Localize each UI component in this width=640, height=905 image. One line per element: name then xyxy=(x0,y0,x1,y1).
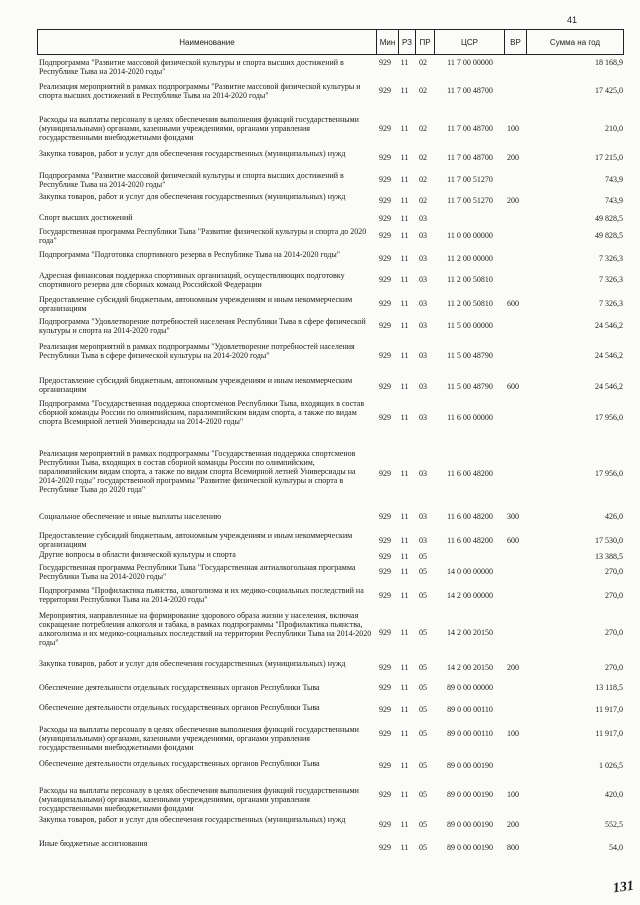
table-header xyxy=(37,29,624,55)
row-name: Другие вопросы в области физической культуры и спорта xyxy=(39,550,236,559)
row-rz: 11 xyxy=(400,124,409,133)
row-sum: 24 546,2 xyxy=(595,351,623,360)
row-min: 929 xyxy=(379,275,391,284)
row-pr: 03 xyxy=(419,351,427,360)
row-csr: 14 2 00 20150 xyxy=(447,628,493,637)
row-sum: 210,0 xyxy=(605,124,623,133)
row-pr: 03 xyxy=(419,536,427,545)
row-name: Социальное обеспечение и иные выплаты населению xyxy=(39,512,222,521)
row-sum: 270,0 xyxy=(605,663,623,672)
row-csr: 89 0 00 00110 xyxy=(447,729,493,738)
row-sum: 420,0 xyxy=(605,790,623,799)
row-pr: 05 xyxy=(419,705,427,714)
row-name: Закупка товаров, работ и услуг для обеспечения государственных (муниципальных) нужд xyxy=(39,659,346,668)
row-name: Закупка товаров, работ и услуг для обеспечения государственных (муниципальных) нужд xyxy=(39,192,346,201)
row-sum: 1 026,5 xyxy=(599,761,623,770)
row-name: Подпрограмма "Удовлетворение потребностей населения Республики Тыва в сфере физической культуры и спорта на 2014-2020 годы" xyxy=(39,317,366,335)
row-rz: 11 xyxy=(400,663,409,672)
row-min: 929 xyxy=(379,628,391,637)
row-rz: 11 xyxy=(400,254,409,263)
row-vr: 100 xyxy=(507,729,519,738)
row-sum: 11 917,0 xyxy=(595,705,623,714)
row-rz: 11 xyxy=(400,413,409,422)
row-sum: 49 828,5 xyxy=(595,214,623,223)
row-sum: 743,9 xyxy=(605,196,623,205)
row-name: Расходы на выплаты персоналу в целях обеспечения выполнения функций государственными (муниципальными) органами, казенными учреждениями, органами управления государственными внебюджетными фондами xyxy=(39,786,359,813)
row-pr: 05 xyxy=(419,567,427,576)
row-rz: 11 xyxy=(400,86,409,95)
row-pr: 02 xyxy=(419,86,427,95)
row-pr: 05 xyxy=(419,683,427,692)
row-sum: 552,5 xyxy=(605,820,623,829)
row-sum: 49 828,5 xyxy=(595,231,623,240)
row-min: 929 xyxy=(379,321,391,330)
header-vr: ВР xyxy=(504,30,526,54)
row-min: 929 xyxy=(379,790,391,799)
row-rz: 11 xyxy=(400,567,409,576)
row-sum: 7 326,3 xyxy=(599,299,623,308)
row-min: 929 xyxy=(379,567,391,576)
row-pr: 02 xyxy=(419,153,427,162)
row-min: 929 xyxy=(379,591,391,600)
row-csr: 89 0 00 00190 xyxy=(447,843,493,852)
header-rz: РЗ xyxy=(398,30,415,54)
row-min: 929 xyxy=(379,231,391,240)
row-vr: 100 xyxy=(507,790,519,799)
row-csr: 11 6 00 48200 xyxy=(447,512,493,521)
row-vr: 200 xyxy=(507,820,519,829)
row-rz: 11 xyxy=(400,761,409,770)
row-name: Мероприятия, направленные на формирование здорового образа жизни у населения, включая сокращение потребления алкоголя и табака, в рамках подпрограммы "Профилактика пьянства, алкоголизма и их медико-социальных последствий на территории Республики Тыва на 2014-2020 годы" xyxy=(39,611,372,647)
row-sum: 24 546,2 xyxy=(595,321,623,330)
row-rz: 11 xyxy=(400,351,409,360)
row-sum: 17 215,0 xyxy=(595,153,623,162)
row-rz: 11 xyxy=(400,628,409,637)
header-min: Мин xyxy=(376,30,398,54)
row-csr: 89 0 00 00000 xyxy=(447,683,493,692)
row-name: Подпрограмма "Подготовка спортивного резерва в Республике Тыва на 2014-2020 годы" xyxy=(39,250,341,259)
row-vr: 200 xyxy=(507,153,519,162)
header-pr: ПР xyxy=(415,30,434,54)
row-name: Закупка товаров, работ и услуг для обеспечения государственных (муниципальных) нужд xyxy=(39,815,346,824)
row-pr: 05 xyxy=(419,729,427,738)
row-pr: 05 xyxy=(419,790,427,799)
row-pr: 05 xyxy=(419,820,427,829)
row-min: 929 xyxy=(379,214,391,223)
row-name: Закупка товаров, работ и услуг для обеспечения государственных (муниципальных) нужд xyxy=(39,149,346,158)
row-vr: 600 xyxy=(507,382,519,391)
row-min: 929 xyxy=(379,512,391,521)
row-min: 929 xyxy=(379,820,391,829)
row-min: 929 xyxy=(379,761,391,770)
row-min: 929 xyxy=(379,413,391,422)
row-sum: 7 326,3 xyxy=(599,275,623,284)
row-pr: 03 xyxy=(419,299,427,308)
row-pr: 03 xyxy=(419,214,427,223)
header-csr: ЦСР xyxy=(434,30,504,54)
row-pr: 02 xyxy=(419,124,427,133)
row-csr: 11 2 00 00000 xyxy=(447,254,493,263)
row-sum: 270,0 xyxy=(605,628,623,637)
row-csr: 11 7 00 51270 xyxy=(447,196,493,205)
row-csr: 11 6 00 48200 xyxy=(447,469,493,478)
row-rz: 11 xyxy=(400,231,409,240)
row-sum: 426,0 xyxy=(605,512,623,521)
row-name: Подпрограмма "Развитие массовой физической культуры и спорта высших достижений в Республике Тыва на 2014-2020 годы" xyxy=(39,58,344,76)
row-csr: 11 0 00 00000 xyxy=(447,231,493,240)
row-name: Реализация мероприятий в рамках подпрограммы "Государственная поддержка спортсменов Республики Тыва, входящих в состав сборной команды России по олимпийским, паралимпийским видам спорта, а также по видам спорта Всемирной летней Универсиады на 2014-2020 годы" государственной программы "Развитие физической культуры и спорта в Республике Тыва до 2020 года" xyxy=(39,449,356,494)
row-sum: 17 425,0 xyxy=(595,86,623,95)
row-min: 929 xyxy=(379,705,391,714)
row-vr: 600 xyxy=(507,299,519,308)
row-name: Обеспечение деятельности отдельных государственных органов Республики Тыва xyxy=(39,683,320,692)
row-csr: 89 0 00 00190 xyxy=(447,761,493,770)
row-csr: 89 0 00 00110 xyxy=(447,705,493,714)
row-csr: 11 2 00 50810 xyxy=(447,275,493,284)
row-min: 929 xyxy=(379,196,391,205)
row-name: Реализация мероприятий в рамках подпрограммы "Удовлетворение потребностей населения Республики Тыва в сфере физической культуры на 2014-2020 годы" xyxy=(39,342,355,360)
row-vr: 200 xyxy=(507,196,519,205)
row-csr: 11 6 00 00000 xyxy=(447,413,493,422)
row-min: 929 xyxy=(379,299,391,308)
row-name: Обеспечение деятельности отдельных государственных органов Республики Тыва xyxy=(39,703,320,712)
row-sum: 17 956,0 xyxy=(595,469,623,478)
row-min: 929 xyxy=(379,683,391,692)
row-pr: 05 xyxy=(419,843,427,852)
row-name: Реализация мероприятий в рамках подпрограммы "Развитие массовой физической культуры и спорта высших достижений в Республике Тыва на 2014-2020 годы" xyxy=(39,82,361,100)
row-name: Спорт высших достижений xyxy=(39,213,133,222)
row-rz: 11 xyxy=(400,175,409,184)
row-csr: 11 7 00 00000 xyxy=(447,58,493,67)
row-rz: 11 xyxy=(400,214,409,223)
row-pr: 03 xyxy=(419,413,427,422)
row-name: Подпрограмма "Развитие массовой физической культуры и спорта высших достижений в Республике Тыва на 2014-2020 годы" xyxy=(39,171,344,189)
row-pr: 05 xyxy=(419,761,427,770)
row-sum: 270,0 xyxy=(605,591,623,600)
row-rz: 11 xyxy=(400,321,409,330)
row-name: Предоставление субсидий бюджетным, автономным учреждениям и иным некоммерческим организациям xyxy=(39,531,353,549)
row-pr: 02 xyxy=(419,196,427,205)
row-csr: 89 0 00 00190 xyxy=(447,790,493,799)
row-rz: 11 xyxy=(400,382,409,391)
row-min: 929 xyxy=(379,124,391,133)
row-csr: 11 7 00 48700 xyxy=(447,86,493,95)
row-pr: 03 xyxy=(419,254,427,263)
row-vr: 300 xyxy=(507,512,519,521)
row-min: 929 xyxy=(379,58,391,67)
page-number: 41 xyxy=(567,15,578,25)
handwritten-page-mark: 131 xyxy=(611,878,635,897)
row-name: Обеспечение деятельности отдельных государственных органов Республики Тыва xyxy=(39,759,320,768)
row-min: 929 xyxy=(379,843,391,852)
row-vr: 800 xyxy=(507,843,519,852)
row-vr: 100 xyxy=(507,124,519,133)
row-sum: 13 118,5 xyxy=(595,683,623,692)
row-min: 929 xyxy=(379,175,391,184)
row-pr: 02 xyxy=(419,58,427,67)
row-pr: 03 xyxy=(419,382,427,391)
row-min: 929 xyxy=(379,351,391,360)
row-rz: 11 xyxy=(400,153,409,162)
row-csr: 14 0 00 00000 xyxy=(447,567,493,576)
row-pr: 03 xyxy=(419,469,427,478)
row-pr: 03 xyxy=(419,275,427,284)
row-pr: 05 xyxy=(419,663,427,672)
row-pr: 05 xyxy=(419,591,427,600)
row-min: 929 xyxy=(379,86,391,95)
row-name: Государственная программа Республики Тыва "Государственная антиалкогольная программа Республики Тыва на 2014-2020 годы" xyxy=(39,563,356,581)
row-sum: 7 326,3 xyxy=(599,254,623,263)
row-sum: 18 168,9 xyxy=(595,58,623,67)
row-name: Предоставление субсидий бюджетным, автономным учреждениям и иным некоммерческим организациям xyxy=(39,295,353,313)
header-name: Наименование xyxy=(179,37,235,47)
row-rz: 11 xyxy=(400,790,409,799)
row-rz: 11 xyxy=(400,552,409,561)
row-rz: 11 xyxy=(400,469,409,478)
row-rz: 11 xyxy=(400,729,409,738)
row-name: Государственная программа Республики Тыва "Развитие физической культуры и спорта до 2020 года" xyxy=(39,227,367,245)
row-csr: 11 5 00 48790 xyxy=(447,351,493,360)
row-rz: 11 xyxy=(400,536,409,545)
row-pr: 02 xyxy=(419,175,427,184)
row-rz: 11 xyxy=(400,299,409,308)
row-sum: 54,0 xyxy=(609,843,623,852)
row-csr: 14 2 00 20150 xyxy=(447,663,493,672)
row-sum: 17 956,0 xyxy=(595,413,623,422)
row-csr: 11 5 00 00000 xyxy=(447,321,493,330)
header-sum: Сумма на год xyxy=(526,30,623,54)
row-rz: 11 xyxy=(400,58,409,67)
row-min: 929 xyxy=(379,663,391,672)
row-name: Иные бюджетные ассигнования xyxy=(39,839,148,848)
row-rz: 11 xyxy=(400,196,409,205)
row-pr: 05 xyxy=(419,552,427,561)
row-name: Предоставление субсидий бюджетным, автономным учреждениям и иным некоммерческим организациям xyxy=(39,376,353,394)
row-pr: 03 xyxy=(419,321,427,330)
row-sum: 17 530,0 xyxy=(595,536,623,545)
row-sum: 11 917,0 xyxy=(595,729,623,738)
row-name: Подпрограмма "Профилактика пьянства, алкоголизма и их медико-социальных последствий на территории Республики Тыва на 2014-2020 годы" xyxy=(39,586,364,604)
row-rz: 11 xyxy=(400,705,409,714)
row-sum: 270,0 xyxy=(605,567,623,576)
row-csr: 11 7 00 48700 xyxy=(447,153,493,162)
row-min: 929 xyxy=(379,552,391,561)
row-vr: 600 xyxy=(507,536,519,545)
row-name: Подпрограмма "Государственная поддержка спортсменов Республики Тыва, входящих в состав сборной команды России по олимпийским, паралимпийским видам спорта, а также по видам спорта Всемирной летней Универсиады на 2014-2020 годы" xyxy=(39,399,365,426)
row-pr: 03 xyxy=(419,231,427,240)
row-min: 929 xyxy=(379,729,391,738)
row-name: Расходы на выплаты персоналу в целях обеспечения выполнения функций государственными (муниципальными) органами, казенными учреждениями, органами управления государственными внебюджетными фондами xyxy=(39,115,359,142)
row-csr: 89 0 00 00190 xyxy=(447,820,493,829)
row-csr: 11 7 00 51270 xyxy=(447,175,493,184)
row-csr: 14 2 00 00000 xyxy=(447,591,493,600)
row-rz: 11 xyxy=(400,591,409,600)
row-rz: 11 xyxy=(400,820,409,829)
row-csr: 11 2 00 50810 xyxy=(447,299,493,308)
row-sum: 13 388,5 xyxy=(595,552,623,561)
row-sum: 743,9 xyxy=(605,175,623,184)
row-rz: 11 xyxy=(400,683,409,692)
row-min: 929 xyxy=(379,153,391,162)
row-rz: 11 xyxy=(400,843,409,852)
row-min: 929 xyxy=(379,382,391,391)
row-vr: 200 xyxy=(507,663,519,672)
row-csr: 11 7 00 48700 xyxy=(447,124,493,133)
row-csr: 11 5 00 48790 xyxy=(447,382,493,391)
row-rz: 11 xyxy=(400,275,409,284)
row-name: Адресная финансовая поддержка спортивных организаций, осуществляющих подготовку спортивного резерва для сборных команд Российской Федерации xyxy=(39,271,345,289)
row-csr: 11 6 00 48200 xyxy=(447,536,493,545)
row-pr: 05 xyxy=(419,628,427,637)
row-min: 929 xyxy=(379,469,391,478)
row-min: 929 xyxy=(379,536,391,545)
row-min: 929 xyxy=(379,254,391,263)
row-rz: 11 xyxy=(400,512,409,521)
row-name: Расходы на выплаты персоналу в целях обеспечения выполнения функций государственными (муниципальными) органами, казенными учреждениями, органами управления государственными внебюджетными фондами xyxy=(39,725,359,752)
row-pr: 03 xyxy=(419,512,427,521)
row-sum: 24 546,2 xyxy=(595,382,623,391)
